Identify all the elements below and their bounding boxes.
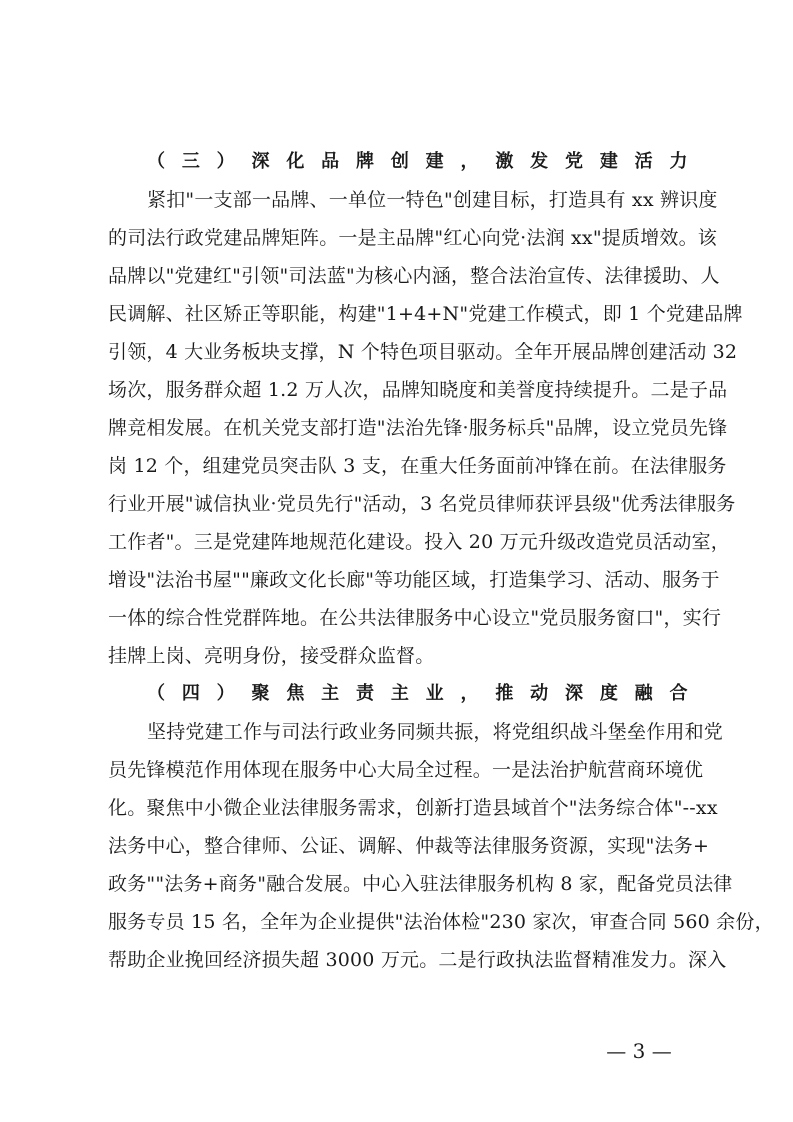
paragraph-line: 服务专员 15 名，全年为企业提供"法治体检"230 家次，审查合同 560 余份， bbox=[108, 911, 774, 933]
paragraph-line: 坚持党建工作与司法行政业务同频共振，将党组织战斗堡垒作用和党 bbox=[147, 721, 724, 743]
paragraph-line: 增设"法治书屋""廉政文化长廊"等功能区域，打造集学习、活动、服务于 bbox=[108, 569, 720, 591]
paragraph-line: 法务中心，整合律师、公证、调解、仲裁等法律服务资源，实现"法务+ bbox=[108, 835, 710, 857]
paragraph-line: 政务""法务+商务"融合发展。中心入驻法律服务机构 8 家，配备党员法律 bbox=[108, 873, 733, 895]
page-number: — 3 — bbox=[606, 1039, 672, 1063]
paragraph-line: 品牌以"党建红"引领"司法蓝"为核心内涵，整合法治宣传、法律援助、人 bbox=[108, 265, 720, 287]
paragraph-line: 民调解、社区矫正等职能，构建"1+4+N"党建工作模式，即 1 个党建品牌 bbox=[108, 303, 743, 325]
section-heading-3: （三）深化品牌创建，激发党建活力 bbox=[147, 151, 688, 172]
paragraph-line: 帮助企业挽回经济损失超 3000 万元。二是行政执法监督精准发力。深入 bbox=[108, 949, 727, 971]
paragraph-line: 岗 12 个，组建党员突击队 3 支，在重大任务面前冲锋在前。在法律服务 bbox=[108, 455, 727, 477]
paragraph-line: 化。聚焦中小微企业法律服务需求，创新打造县域首个"法务综合体"--xx bbox=[108, 797, 718, 819]
paragraph-line: 工作者"。三是党建阵地规范化建设。投入 20 万元升级改造党员活动室， bbox=[108, 531, 730, 553]
paragraph-line: 挂牌上岗、亮明身份，接受群众监督。 bbox=[108, 645, 435, 667]
paragraph-line: 牌竞相发展。在机关党支部打造"法治先锋·服务标兵"品牌，设立党员先锋 bbox=[108, 417, 728, 439]
paragraph-line: 行业开展"诚信执业·党员先行"活动，3 名党员律师获评县级"优秀法律服务 bbox=[108, 493, 736, 515]
paragraph-line: 的司法行政党建品牌矩阵。一是主品牌"红心向党·法润 xx"提质增效。该 bbox=[108, 227, 717, 249]
paragraph-line: 员先锋模范作用体现在服务中心大局全过程。一是法治护航营商环境优 bbox=[108, 759, 704, 781]
paragraph-line: 场次，服务群众超 1.2 万人次，品牌知晓度和美誉度持续提升。二是子品 bbox=[108, 379, 728, 401]
paragraph-line: 引领，4 大业务板块支撑，N 个特色项目驱动。全年开展品牌创建活动 32 bbox=[108, 341, 738, 363]
paragraph-line: 紧扣"一支部一品牌、一单位一特色"创建目标，打造具有 xx 辨识度 bbox=[147, 189, 718, 211]
paragraph-line: 一体的综合性党群阵地。在公共法律服务中心设立"党员服务窗口"，实行 bbox=[108, 607, 722, 629]
section-heading-4: （四）聚焦主责主业，推动深度融合 bbox=[147, 683, 688, 704]
